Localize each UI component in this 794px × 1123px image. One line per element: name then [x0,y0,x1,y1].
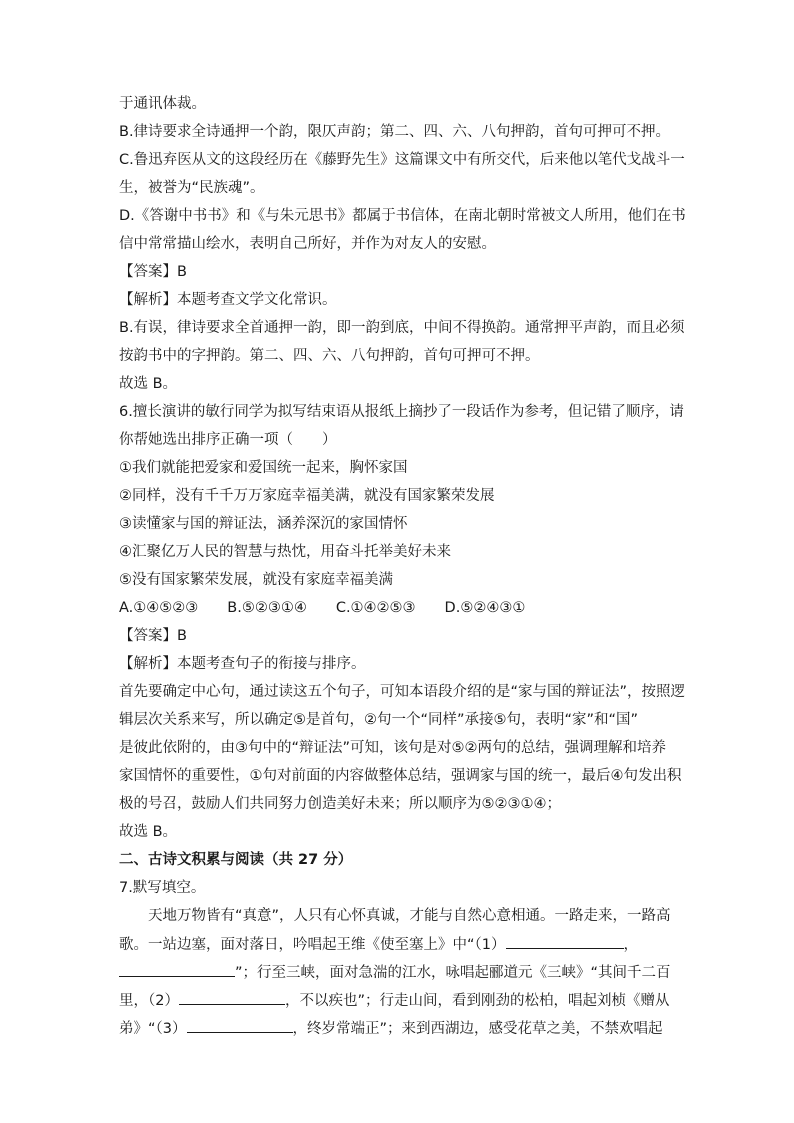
q7-text-segment: 里，（2） [119,993,179,1009]
q5-option-c-line1: C.鲁迅弃医从文的这段经历在《藤野先生》这篇课文中有所交代，后来他以笔代戈战斗一 [119,152,685,168]
q6-explanation-line1: 首先要确定中心句，通过读这五个句子，可知本语段介绍的是“家与国的辩证法”，按照逻 [119,684,686,700]
q6-sentence-3: ③读懂家与国的辩证法，涵养深沉的家国情怀 [119,516,408,532]
q5-answer: 【答案】B [119,264,187,280]
q7-text-segment: ”；行至三峡，面对急湍的江水，咏唱起郦道元《三峡》“其间千二百 [235,965,671,981]
q7-text-segment: ，不以疾也”；行走山间，看到刚劲的松柏，唱起刘桢《赠从 [284,993,670,1009]
q5-option-d-line2: 信中常常描山绘水，表明自己所好，并作为对友人的安慰。 [119,236,496,252]
q6-explanation-line5: 极的号召，鼓励人们共同努力创造美好未来；所以顺序为⑤②③①④； [119,796,561,812]
q5-analysis: 【解析】本题考查文学文化常识。 [119,292,337,308]
fill-blank-2[interactable] [179,990,285,1005]
q6-stem-line1: 6.擅长演讲的敏行同学为拟写结束语从报纸上摘抄了一段话作为参考，但记错了顺序，请 [119,404,684,420]
q5-explanation-line1: B.有误，律诗要求全首通押一韵，即一韵到底，中间不得换韵。通常押平声韵，而且必须 [119,320,685,336]
q5-option-d-line1: D.《答谢中书书》和《与朱元思书》都属于书信体，在南北朝时常被文人所用，他们在书 [119,208,686,224]
q6-conclusion: 故选 B。 [119,824,178,840]
fill-blank-3[interactable] [187,1018,293,1033]
q6-sentence-2: ②同样，没有千千万万家庭幸福美满，就没有国家繁荣发展 [119,488,495,504]
q6-explanation-line3: 是彼此依附的，由③句中的“辩证法”可知，该句是对⑤②两句的总结，强调理解和培养 [119,740,667,756]
q6-stem-line2: 你帮她选出排序正确一项（ ） [119,432,337,448]
section-title: 二、古诗文积累与阅读（共 27 分） [119,852,353,868]
q5-option-c-line2: 生，被誉为“民族魂”。 [119,180,265,196]
q7-title: 7.默写填空。 [119,880,206,896]
q7-text-segment: ， [623,937,638,953]
q7-paragraph-line1: 天地万物皆有“真意”，人只有心怀真诚，才能与自然心意相通。一路走来，一路高 [148,908,671,924]
q6-answer: 【答案】B [119,628,187,644]
fill-blank-1a[interactable] [506,934,624,949]
q6-sentence-4: ④汇聚亿万人民的智慧与热忱，用奋斗托举美好未来 [119,544,451,560]
q7-paragraph-line3 [119,962,671,983]
q6-explanation-line2: 辑层次关系来写，所以确定⑤是首句，②句一个“同样”承接⑤句，表明“家”和“国” [119,712,639,728]
q7-text-segment: ，终岁常端正”；来到西湖边，感受花草之美，不禁欢唱起 [292,1021,663,1037]
q6-explanation-line4: 家国情怀的重要性，①句对前面的内容做整体总结，强调家与国的统一，最后④句发出积 [119,768,682,784]
q7-text-segment: 弟》“（3） [119,1021,187,1037]
q5-option-b: B.律诗要求全诗通押一个韵，限仄声韵；第二、四、六、八句押韵，首句可押可不押。 [119,124,671,140]
fill-blank-1b[interactable] [119,962,235,977]
q5-explanation-line2: 按韵书中的字押韵。第二、四、六、八句押韵，首句可押可不押。 [119,348,540,364]
q6-analysis: 【解析】本题考查句子的衔接与排序。 [119,656,366,672]
q7-text-segment: 歌。一站边塞，面对落日，吟唱起王维《使至塞上》中“（1） [119,937,506,953]
q6-sentence-1: ①我们就能把爱家和爱国统一起来，胸怀家国 [119,460,408,476]
q5-option-a-tail: 于通讯体裁。 [119,96,206,112]
q7-paragraph-line4 [119,990,670,1011]
q7-paragraph-line2 [119,934,638,955]
q6-options: A.①④⑤②③ B.⑤②③①④ C.①④②⑤③ D.⑤②④③① [119,600,526,616]
q6-sentence-5: ⑤没有国家繁荣发展，就没有家庭幸福美满 [119,572,393,588]
q7-paragraph-line5 [119,1018,663,1039]
q5-conclusion: 故选 B。 [119,376,178,392]
